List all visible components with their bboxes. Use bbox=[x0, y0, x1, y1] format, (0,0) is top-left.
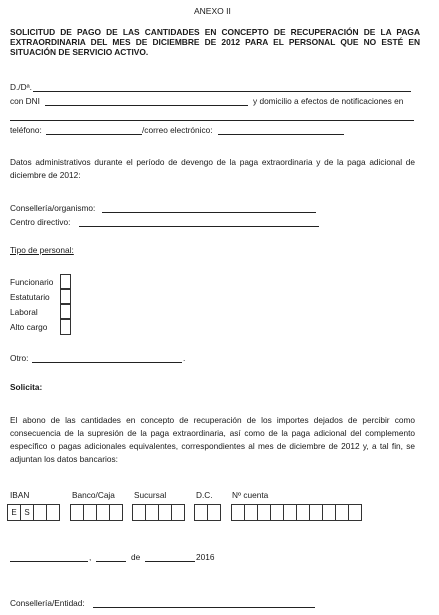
name-label: D./Dª. bbox=[10, 82, 32, 92]
option-estatutario-label: Estatutario bbox=[10, 292, 50, 302]
account-cell[interactable] bbox=[283, 504, 297, 521]
account-cell[interactable] bbox=[257, 504, 271, 521]
entity-field[interactable] bbox=[93, 607, 315, 608]
document-title: SOLICITUD DE PAGO DE LAS CANTIDADES EN CONCEPTO DE RECUPERACIÓN DE LA PAGA EXTRAORDINARIA DEL MES DE DICIEMBRE DE 2012 PARA EL PERSONAL QUE NO ESTÉ EN SITUACIÓN DE SERVICIO ACTIVO. bbox=[10, 27, 420, 57]
branch-label: Sucursal bbox=[134, 490, 167, 500]
account-cell[interactable] bbox=[348, 504, 362, 521]
place-field[interactable] bbox=[10, 561, 88, 562]
phone-field[interactable] bbox=[46, 134, 142, 135]
branch-cell[interactable] bbox=[132, 504, 146, 521]
branch-cell[interactable] bbox=[158, 504, 172, 521]
admin-data-intro: Datos administrativos durante el período de devengo de la paga extraordinaria y de la paga adicional de diciembre de 2012: bbox=[10, 157, 415, 180]
account-cell[interactable] bbox=[322, 504, 336, 521]
account-cell[interactable] bbox=[244, 504, 258, 521]
iban-cell[interactable]: E bbox=[7, 504, 21, 521]
iban-label: IBAN bbox=[10, 490, 30, 500]
branch-cell[interactable] bbox=[145, 504, 159, 521]
email-field[interactable] bbox=[218, 134, 344, 135]
iban-cell[interactable] bbox=[33, 504, 47, 521]
annex-label: ANEXO II bbox=[194, 6, 231, 16]
account-cell[interactable] bbox=[309, 504, 323, 521]
month-field[interactable] bbox=[145, 561, 195, 562]
entity-label: Consellería/Entidad: bbox=[10, 598, 85, 608]
account-cell[interactable] bbox=[270, 504, 284, 521]
conselleria-field[interactable] bbox=[102, 212, 316, 213]
branch-cell[interactable] bbox=[171, 504, 185, 521]
name-field[interactable] bbox=[33, 91, 411, 92]
account-cell[interactable] bbox=[296, 504, 310, 521]
personnel-type-heading: Tipo de personal: bbox=[10, 245, 74, 255]
day-field[interactable] bbox=[96, 561, 126, 562]
dni-field[interactable] bbox=[45, 105, 248, 106]
otro-label: Otro: bbox=[10, 353, 29, 363]
bank-cell[interactable] bbox=[70, 504, 84, 521]
dc-cell[interactable] bbox=[194, 504, 208, 521]
day-separator: , bbox=[89, 552, 92, 562]
account-cell[interactable] bbox=[335, 504, 349, 521]
checkbox-laboral[interactable] bbox=[60, 304, 71, 319]
otro-field[interactable] bbox=[32, 362, 182, 363]
de-label: de bbox=[131, 552, 141, 562]
address-label: y domicilio a efectos de notificaciones en bbox=[253, 96, 404, 106]
checkbox-estatutario[interactable] bbox=[60, 289, 71, 304]
conselleria-label: Consellería/organismo: bbox=[10, 203, 96, 213]
request-body: El abono de las cantidades en concepto de recuperación de los importes dejados de percibir como consecuencia de la supresión de la paga extraordinaria, así como de la paga adicional del complemento específico o pagas adicionales equivalentes, correspondientes al mes de diciembre de 2012 y, a tal fin, se adjuntan los datos bancarios: bbox=[10, 415, 415, 464]
centro-label: Centro directivo: bbox=[10, 217, 71, 227]
option-alto-cargo-label: Alto cargo bbox=[10, 322, 48, 332]
bank-cell[interactable] bbox=[83, 504, 97, 521]
iban-cell[interactable]: S bbox=[20, 504, 34, 521]
email-label: /correo electrónico: bbox=[142, 125, 213, 135]
bank-label: Banco/Caja bbox=[72, 490, 115, 500]
otro-period: . bbox=[183, 353, 186, 363]
option-funcionario-label: Funcionario bbox=[10, 277, 54, 287]
account-label: Nº cuenta bbox=[232, 490, 269, 500]
bank-cell[interactable] bbox=[96, 504, 110, 521]
option-laboral-label: Laboral bbox=[10, 307, 38, 317]
phone-label: teléfono: bbox=[10, 125, 42, 135]
dc-cell[interactable] bbox=[207, 504, 221, 521]
request-heading: Solicita: bbox=[10, 382, 43, 392]
account-cell[interactable] bbox=[231, 504, 245, 521]
address-field[interactable] bbox=[10, 120, 414, 121]
iban-cell[interactable] bbox=[46, 504, 60, 521]
centro-field[interactable] bbox=[79, 226, 319, 227]
checkbox-funcionario[interactable] bbox=[60, 274, 71, 289]
dni-label: con DNI bbox=[10, 96, 40, 106]
checkbox-alto-cargo[interactable] bbox=[60, 319, 71, 335]
dc-label: D.C. bbox=[196, 490, 213, 500]
bank-cell[interactable] bbox=[109, 504, 123, 521]
year-label: 2016 bbox=[196, 552, 215, 562]
